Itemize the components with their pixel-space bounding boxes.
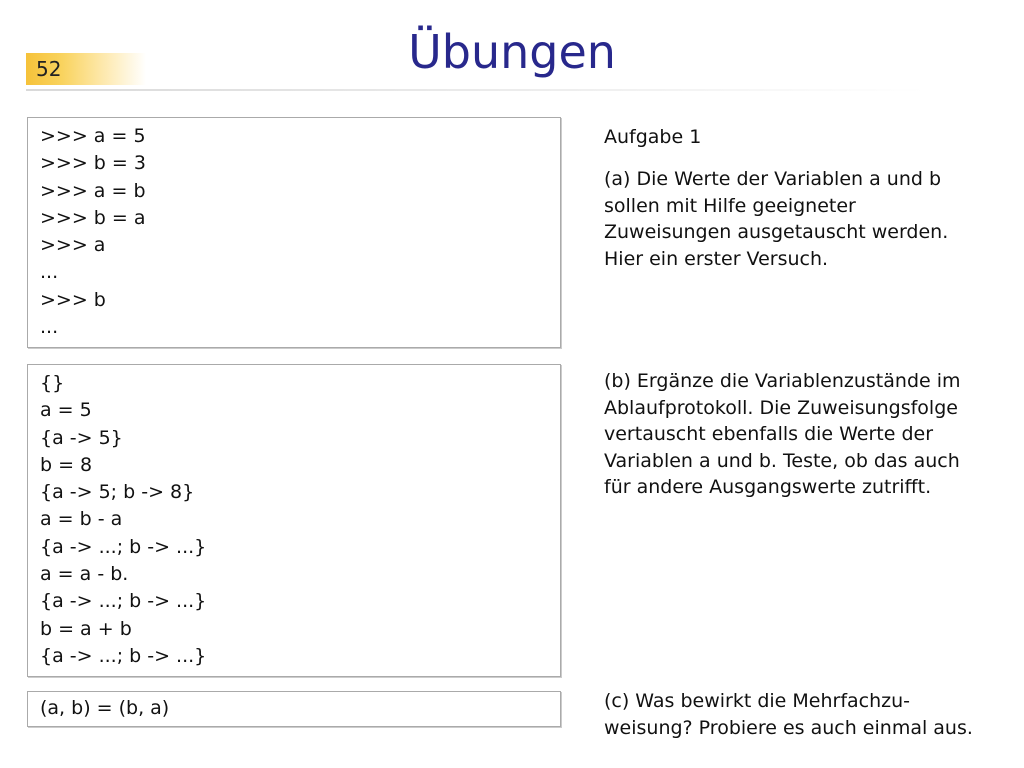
task-line: Hier ein erster Versuch.	[604, 247, 829, 270]
code-line: {a -> ...; b -> ...}	[40, 644, 207, 667]
code-line: {a -> 5; b -> 8}	[40, 481, 195, 504]
code-line: >>> b = a	[40, 206, 146, 229]
task-line: sollen mit Hilfe geeigneter	[604, 194, 856, 217]
task-line: für andere Ausgangswerte zutrifft.	[604, 476, 932, 498]
code-line: >>> a = 5	[40, 125, 146, 147]
slide-number: 52	[26, 53, 146, 85]
code-line: {a -> ...; b -> ...}	[40, 590, 207, 613]
task-line: weisung? Probiere es auch einmal aus.	[604, 716, 973, 739]
code-box-first-attempt	[27, 117, 561, 348]
code-line: >>> a	[40, 234, 106, 257]
code-box-multiple-assignment	[27, 691, 561, 727]
task-line: Ablaufprotokoll. Die Zuweisungsfolge	[604, 396, 958, 419]
code-line: >>> b	[40, 288, 106, 311]
code-line: ...	[40, 261, 59, 284]
task-part-a	[604, 166, 1004, 272]
code-line: {}	[40, 372, 65, 394]
code-line: b = a + b	[40, 617, 132, 640]
code-box-trace-protocol	[27, 364, 561, 677]
title-divider	[26, 89, 926, 91]
code-line: a = 5	[40, 399, 92, 422]
code-line: >>> b = 3	[40, 152, 146, 175]
task-line: vertauscht ebenfalls die Werte der	[604, 423, 934, 445]
code-line: ...	[40, 316, 59, 339]
task-line: Zuweisungen ausgetauscht werden.	[604, 221, 949, 243]
code-line: {a -> ...; b -> ...}	[40, 535, 207, 558]
code-line: {a -> 5}	[40, 426, 123, 449]
task-line: (c) Was bewirkt die Mehrfachzu-	[604, 690, 911, 712]
code-line: >>> a = b	[40, 179, 146, 202]
code-line: a = b - a	[40, 508, 123, 531]
slide-title: Übungen	[408, 25, 616, 79]
code-line: a = a - b.	[40, 563, 129, 586]
task-line: (b) Ergänze die Variablenzustände im	[604, 370, 961, 392]
task-part-c	[604, 688, 1004, 741]
code-line: (a, b) = (b, a)	[40, 697, 170, 719]
task-heading: Aufgabe 1	[604, 126, 702, 148]
task-part-b	[604, 368, 1004, 501]
code-line: b = 8	[40, 453, 93, 476]
task-line: Variablen a und b. Teste, ob das auch	[604, 449, 960, 472]
task-line: (a) Die Werte der Variablen a und b	[604, 168, 942, 190]
